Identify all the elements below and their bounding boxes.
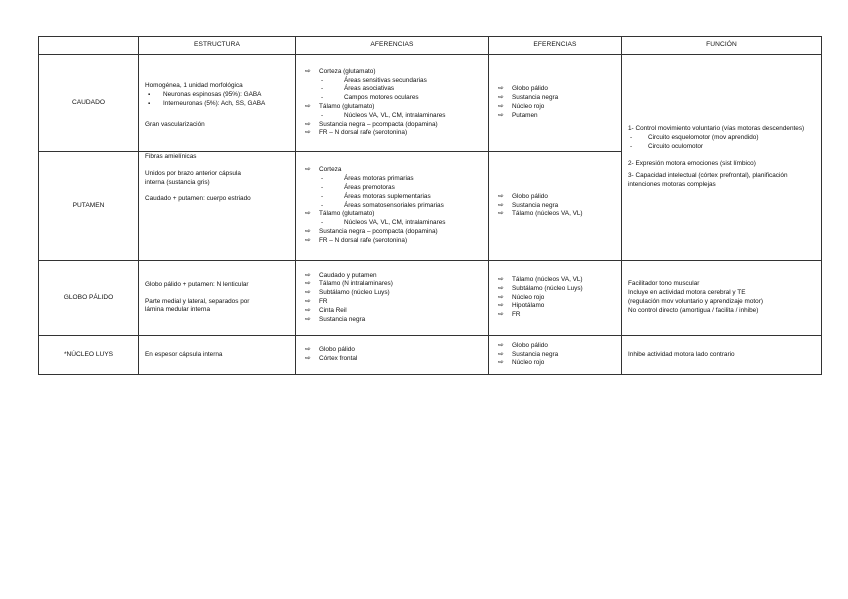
luys-aferencias [296, 336, 489, 375]
arrow-list-item: ⇨ Sustancia negra [495, 351, 615, 360]
funcion-p2: 2- Expresión motora emociones (sist límbico) [628, 159, 756, 167]
dash-list-item: - Núcleos VA, VL, CM, intralaminares [302, 112, 482, 121]
header-estructura: ESTRUCTURA [139, 37, 296, 55]
basal-ganglia-table [38, 36, 822, 375]
row-label-putamen: PUTAMEN [39, 152, 139, 261]
row-caudado [39, 55, 822, 152]
text-line: Unidos por brazo anterior cápsula [145, 169, 241, 177]
text-line: lámina medular interna [145, 306, 211, 314]
caudado-eferencias [489, 55, 622, 152]
putamen-estructura [139, 152, 296, 261]
caudado-estructura-footer: Gran vascularización [145, 120, 205, 128]
arrow-list-item: ⇨ Sustancia negra [495, 94, 615, 103]
text-line: Facilitador tono muscular [628, 280, 700, 288]
globo-funcion [622, 261, 822, 336]
row-label-caudado: CAUDADO [39, 55, 139, 152]
arrow-list-item: ⇨ Globo pálido [302, 346, 482, 355]
text-line: (regulación mov voluntario y aprendizaje motor) [628, 298, 763, 305]
arrow-list-item: ⇨ Núcleo rojo [495, 103, 615, 112]
dash-list-item: - Áreas motoras suplementarias [302, 193, 482, 202]
caudado-aferencias-list [302, 68, 482, 138]
arrow-list-item: ⇨ FR – N dorsal rafe (serotonina) [302, 129, 482, 138]
luys-estructura: En espesor cápsula interna [139, 336, 296, 375]
globo-eferencias [489, 261, 622, 336]
putamen-aferencias-list [302, 166, 482, 245]
text-line: Fibras amielínicas [145, 153, 197, 160]
luys-eferencias-list [495, 342, 615, 368]
text-line: Incluye en actividad motora cerebral y TE [628, 289, 746, 297]
text-line: Caudado + putamen: cuerpo estriado [145, 195, 251, 203]
header-blank [39, 37, 139, 55]
putamen-eferencias [489, 152, 622, 261]
list-item: ▪ Neuronas espinosas (95%): GABA [145, 91, 289, 100]
dash-list-item: - Áreas asociativas [302, 85, 482, 94]
row-globo-palido [39, 261, 822, 336]
arrow-list-item: ⇨ Sustancia negra [302, 316, 482, 325]
row-label-globo-palido: GLOBO PÁLIDO [39, 261, 139, 336]
arrow-list-item: ⇨ Núcleo rojo [495, 294, 615, 303]
arrow-list-item: ⇨ Putamen [495, 112, 615, 121]
arrow-list-item: ⇨ Tálamo (núcleos VA, VL) [495, 210, 615, 219]
putamen-aferencias [296, 152, 489, 261]
arrow-list-item: ⇨ Caudado y putamen [302, 272, 482, 281]
row-nucleo-luys [39, 336, 822, 375]
text-line: No control directo (amortigua / facilita / inhibe) [628, 306, 759, 314]
caudado-eferencias-list [495, 85, 615, 120]
funcion-p3: 3- Capacidad intelectual (córtex prefrontal), planificación intenciones motoras complejas [628, 172, 788, 189]
header-row [39, 37, 822, 55]
arrow-list-item: ⇨ Sustancia negra – pcompacta (dopamina) [302, 121, 482, 130]
caudado-estructura-bullets [145, 91, 289, 109]
header-eferencias: EFERENCIAS [489, 37, 622, 55]
arrow-list-item: ⇨ FR [302, 298, 482, 307]
text-line: interna (sustancia gris) [145, 178, 210, 186]
arrow-list-item: ⇨ Tálamo (N intralaminares) [302, 280, 482, 289]
dash-list-item: - Áreas somatosensoriales primarias [302, 202, 482, 211]
arrow-list-item: ⇨ Corteza (glutamato) [302, 68, 482, 77]
dash-list-item: - Áreas premotoras [302, 184, 482, 193]
arrow-list-item: ⇨ Córtex frontal [302, 355, 482, 364]
text-line: Globo pálido + putamen: N lenticular [145, 280, 249, 288]
funcion-p1-list [628, 134, 815, 152]
arrow-list-item: ⇨ Globo pálido [495, 85, 615, 94]
arrow-list-item: ⇨ Hipotálamo [495, 302, 615, 311]
arrow-list-item: ⇨ Cinta Reil [302, 307, 482, 316]
arrow-list-item: ⇨ Sustancia negra [495, 202, 615, 211]
globo-eferencias-list [495, 276, 615, 320]
arrow-list-item: ⇨ FR – N dorsal rafe (serotonina) [302, 237, 482, 246]
arrow-list-item: ⇨ Tálamo (glutamato) [302, 103, 482, 112]
putamen-eferencias-list [495, 193, 615, 219]
dash-list-item: - Áreas sensitivas secundarias [302, 77, 482, 86]
caudado-putamen-funcion [622, 55, 822, 261]
caudado-estructura [139, 55, 296, 152]
dash-list-item: - Áreas motoras primarias [302, 175, 482, 184]
arrow-list-item: ⇨ Sustancia negra – pcompacta (dopamina) [302, 228, 482, 237]
luys-aferencias-list [302, 346, 482, 364]
caudado-aferencias [296, 55, 489, 152]
text-line: Parte medial y lateral, separados por [145, 297, 250, 305]
arrow-list-item: ⇨ Corteza [302, 166, 482, 175]
header-funcion: FUNCIÓN [622, 37, 822, 55]
arrow-list-item: ⇨ Tálamo (núcleos VA, VL) [495, 276, 615, 285]
list-item: - Circuito esquelomotor (mov aprendido) [628, 134, 815, 143]
header-aferencias: AFERENCIAS [296, 37, 489, 55]
globo-aferencias [296, 261, 489, 336]
row-label-nucleo-luys: *NÚCLEO LUYS [39, 336, 139, 375]
arrow-list-item: ⇨ Tálamo (glutamato) [302, 210, 482, 219]
caudado-estructura-title: Homogénea, 1 unidad morfológica [145, 82, 243, 90]
arrow-list-item: ⇨ Globo pálido [495, 193, 615, 202]
arrow-list-item: ⇨ Subtálamo (núcleo Luys) [495, 285, 615, 294]
arrow-list-item: ⇨ Subtálamo (núcleo Luys) [302, 289, 482, 298]
luys-funcion: Inhibe actividad motora lado contrario [622, 336, 822, 375]
dash-list-item: - Núcleos VA, VL, CM, intralaminares [302, 219, 482, 228]
arrow-list-item: ⇨ FR [495, 311, 615, 320]
globo-estructura [139, 261, 296, 336]
globo-aferencias-list [302, 272, 482, 325]
list-item: - Circuito oculomotor [628, 143, 815, 152]
list-item: ▪ Interneuronas (5%): Ach, SS, GABA [145, 100, 289, 109]
dash-list-item: - Campos motores oculares [302, 94, 482, 103]
funcion-p1: 1- Control movimiento voluntario (vías motoras descendentes) [628, 125, 805, 133]
arrow-list-item: ⇨ Núcleo rojo [495, 359, 615, 368]
arrow-list-item: ⇨ Globo pálido [495, 342, 615, 351]
luys-eferencias [489, 336, 622, 375]
